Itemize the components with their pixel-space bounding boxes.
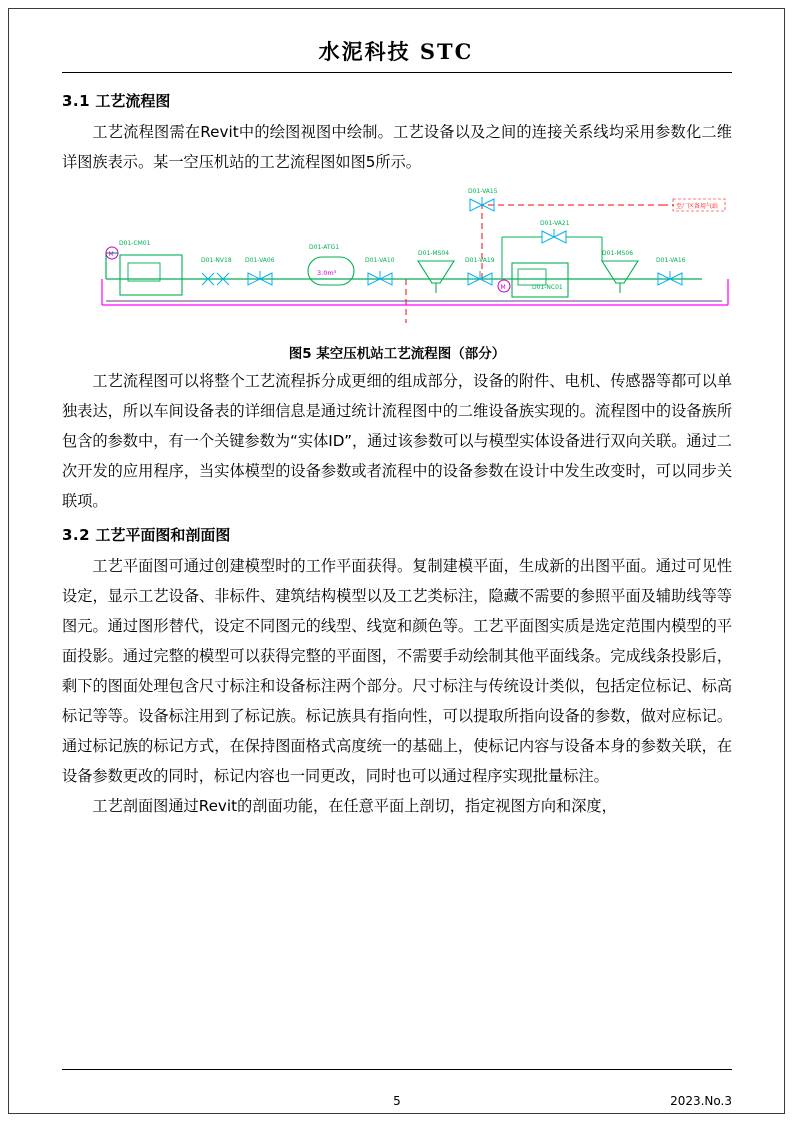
svg-text:至厂区备用气站: 至厂区备用气站: [676, 203, 719, 210]
section-title-3-1: 工艺流程图: [95, 92, 171, 110]
svg-text:M: M: [500, 284, 506, 291]
svg-text:M: M: [108, 251, 114, 258]
svg-text:D01-ATG1: D01-ATG1: [309, 244, 340, 251]
svg-text:D01-NC01: D01-NC01: [532, 284, 563, 291]
svg-text:D01-VA19: D01-VA19: [465, 257, 495, 264]
figure-caption: 图5 某空压机站工艺流程图（部分）: [288, 346, 506, 362]
svg-text:D01-VA15: D01-VA15: [468, 188, 498, 195]
svg-text:D01-VA10: D01-VA10: [365, 257, 395, 264]
paragraph-3-1-1: 工艺流程图需在Revit中的绘图视图中绘制。工艺设备以及之间的连接关系线均采用参数化二维详图族表示。某一空压机站的工艺流程图如图5所示。: [62, 123, 732, 171]
svg-text:D01-MS06: D01-MS06: [602, 250, 634, 257]
svg-text:D01-VA06: D01-VA06: [245, 257, 275, 264]
process-flow-diagram: [62, 183, 732, 338]
section-heading-3-2: [62, 524, 732, 545]
page-number: 5: [393, 1094, 401, 1108]
section-title-3-2: 工艺平面图和剖面图: [95, 526, 231, 544]
svg-text:3.0m³: 3.0m³: [317, 269, 337, 277]
journal-title: 水泥科技 STC: [318, 39, 474, 64]
paragraph-middle: 工艺流程图可以将整个工艺流程拆分成更细的组成部分，设备的附件、电机、传感器等都可以单独表达，所以车间设备表的详细信息是通过统计流程图中的二维设备族实现的。流程图中的设备族所包含的参数中，有一个关键参数为“实体ID”，通过该参数可以与模型实体设备进行双向关联。通过二次开发的应用程序，当实体模型的设备参数或者流程中的设备参数在设计中发生改变时，可以同步关联项。: [62, 372, 732, 510]
paragraph-3-2-1: 工艺平面图可通过创建模型时的工作平面获得。复制建模平面，生成新的出图平面。通过可见性设定，显示工艺设备、非标件、建筑结构模型以及工艺类标注，隐藏不需要的参照平面及辅助线等等图元。通过图形替代，设定不同图元的线型、线宽和颜色等。工艺平面图实质是选定范围内模型的平面投影。通过完整的模型可以获得完整的平面图，不需要手动绘制其他平面线条。完成线条投影后，剩下的图面处理包含尺寸标注和设备标注两个部分。尺寸标注与传统设计类似，包括定位标记、标高标记等等。设备标注用到了标记族。标记族具有指向性，可以提取所指向设备的参数，做对应标记。通过标记族的标记方式，在保持图面格式高度统一的基础上，使标记内容与设备本身的参数关联，在设备参数更改的同时，标记内容也一同更改，同时也可以通过程序实现批量标注。: [62, 557, 732, 785]
svg-text:D01-NV18: D01-NV18: [201, 257, 232, 264]
footer-divider: [62, 1069, 732, 1070]
svg-text:D01-VA21: D01-VA21: [540, 220, 570, 227]
paragraph-3-2-2: 工艺剖面图通过Revit的剖面功能，在任意平面上剖切，指定视图方向和深度，: [92, 797, 617, 815]
svg-text:D01-CM01: D01-CM01: [119, 240, 151, 247]
page-content: [62, 82, 732, 821]
section-number-3-1: 3.1: [62, 92, 91, 110]
svg-text:D01-VA16: D01-VA16: [656, 257, 686, 264]
issue-number: 2023.No.3: [670, 1094, 732, 1108]
page-header: [60, 36, 732, 66]
section-number-3-2: 3.2: [62, 526, 91, 544]
svg-text:D01-MS04: D01-MS04: [418, 250, 450, 257]
section-heading-3-1: [62, 90, 732, 111]
header-divider: [62, 72, 732, 73]
